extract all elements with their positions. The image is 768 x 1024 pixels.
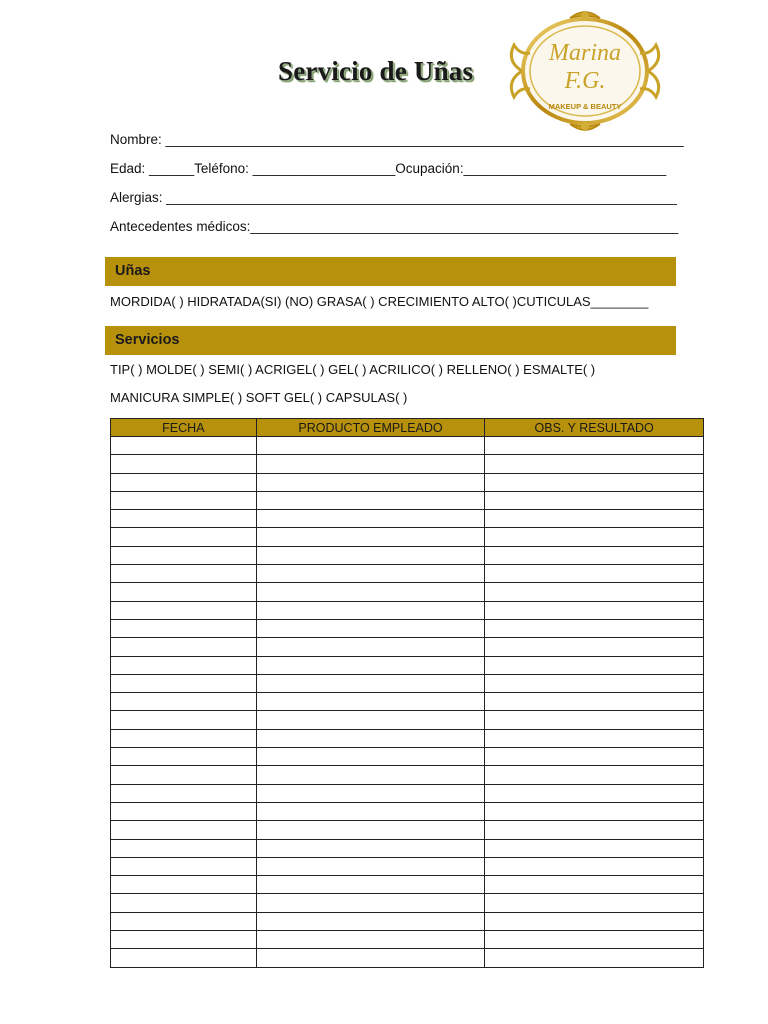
fecha-cell[interactable]: [111, 583, 257, 601]
brand-logo: [500, 8, 670, 134]
fecha-cell[interactable]: [111, 949, 257, 967]
fecha-cell[interactable]: [111, 601, 257, 619]
producto-cell[interactable]: [256, 674, 485, 692]
servicios-heading: Servicios: [115, 332, 180, 348]
logo-name-line2: F.G.: [564, 68, 606, 94]
table-row: [111, 729, 704, 747]
table-row: [111, 711, 704, 729]
fecha-cell[interactable]: [111, 437, 257, 455]
fecha-cell[interactable]: [111, 528, 257, 546]
header-producto: PRODUCTO EMPLEADO: [256, 419, 485, 437]
producto-cell[interactable]: [256, 528, 485, 546]
table-row: [111, 473, 704, 491]
producto-cell[interactable]: [256, 857, 485, 875]
table-row: [111, 766, 704, 784]
fecha-cell[interactable]: [111, 729, 257, 747]
table-row: [111, 802, 704, 820]
producto-cell[interactable]: [256, 729, 485, 747]
nombre-field[interactable]: Nombre: _____________________________________________________________________: [110, 132, 684, 147]
producto-cell[interactable]: [256, 894, 485, 912]
fecha-cell[interactable]: [111, 491, 257, 509]
table-row: [111, 619, 704, 637]
table-row: [111, 674, 704, 692]
unas-heading: Uñas: [115, 263, 151, 279]
obs-cell[interactable]: [485, 638, 704, 656]
fecha-cell[interactable]: [111, 711, 257, 729]
obs-cell[interactable]: [485, 876, 704, 894]
obs-cell[interactable]: [485, 473, 704, 491]
table-row: [111, 876, 704, 894]
obs-cell[interactable]: [485, 601, 704, 619]
obs-cell[interactable]: [485, 766, 704, 784]
obs-cell[interactable]: [485, 693, 704, 711]
table-row: [111, 784, 704, 802]
fecha-cell[interactable]: [111, 674, 257, 692]
fecha-cell[interactable]: [111, 821, 257, 839]
producto-cell[interactable]: [256, 784, 485, 802]
table-row: [111, 931, 704, 949]
producto-cell[interactable]: [256, 821, 485, 839]
table-row: [111, 510, 704, 528]
table-row: [111, 894, 704, 912]
obs-cell[interactable]: [485, 455, 704, 473]
unas-options[interactable]: MORDIDA( ) HIDRATADA(SI) (NO) GRASA( ) CRECIMIENTO ALTO( )CUTICULAS________: [110, 294, 649, 309]
obs-cell[interactable]: [485, 729, 704, 747]
table-row: [111, 949, 704, 967]
producto-cell[interactable]: [256, 565, 485, 583]
table-row: [111, 693, 704, 711]
obs-cell[interactable]: [485, 784, 704, 802]
fecha-cell[interactable]: [111, 546, 257, 564]
logo-tagline: MAKEUP & BEAUTY: [548, 102, 622, 111]
obs-cell[interactable]: [485, 949, 704, 967]
fecha-cell[interactable]: [111, 931, 257, 949]
producto-cell[interactable]: [256, 912, 485, 930]
table-row: [111, 656, 704, 674]
fecha-cell[interactable]: [111, 876, 257, 894]
obs-cell[interactable]: [485, 802, 704, 820]
producto-cell[interactable]: [256, 619, 485, 637]
fecha-cell[interactable]: [111, 784, 257, 802]
fecha-cell[interactable]: [111, 455, 257, 473]
producto-cell[interactable]: [256, 583, 485, 601]
producto-cell[interactable]: [256, 656, 485, 674]
producto-cell[interactable]: [256, 931, 485, 949]
obs-cell[interactable]: [485, 857, 704, 875]
fecha-cell[interactable]: [111, 693, 257, 711]
producto-cell[interactable]: [256, 601, 485, 619]
producto-cell[interactable]: [256, 437, 485, 455]
producto-cell[interactable]: [256, 748, 485, 766]
obs-cell[interactable]: [485, 931, 704, 949]
table-row: [111, 601, 704, 619]
producto-cell[interactable]: [256, 802, 485, 820]
table-row: [111, 638, 704, 656]
obs-cell[interactable]: [485, 565, 704, 583]
table-row: [111, 583, 704, 601]
fecha-cell[interactable]: [111, 839, 257, 857]
fecha-cell[interactable]: [111, 802, 257, 820]
servicios-options-line1[interactable]: TIP( ) MOLDE( ) SEMI( ) ACRIGEL( ) GEL( ) ACRILICO( ) RELLENO( ) ESMALTE( ): [110, 362, 596, 377]
producto-cell[interactable]: [256, 839, 485, 857]
edad-telefono-ocupacion-field[interactable]: Edad: ______Teléfono: ___________________Ocupación:___________________________: [110, 161, 667, 176]
producto-cell[interactable]: [256, 546, 485, 564]
producto-cell[interactable]: [256, 473, 485, 491]
fecha-cell[interactable]: [111, 510, 257, 528]
obs-cell[interactable]: [485, 510, 704, 528]
fecha-cell[interactable]: [111, 857, 257, 875]
table-row: [111, 912, 704, 930]
obs-cell[interactable]: [485, 583, 704, 601]
fecha-cell[interactable]: [111, 912, 257, 930]
fecha-cell[interactable]: [111, 656, 257, 674]
obs-cell[interactable]: [485, 839, 704, 857]
unas-band: [105, 257, 676, 286]
obs-cell[interactable]: [485, 821, 704, 839]
header-obs: OBS. Y RESULTADO: [485, 419, 704, 437]
producto-cell[interactable]: [256, 711, 485, 729]
obs-cell[interactable]: [485, 894, 704, 912]
table-header-row: [111, 419, 704, 437]
obs-cell[interactable]: [485, 711, 704, 729]
obs-cell[interactable]: [485, 656, 704, 674]
producto-cell[interactable]: [256, 455, 485, 473]
fecha-cell[interactable]: [111, 748, 257, 766]
table-row: [111, 748, 704, 766]
fecha-cell[interactable]: [111, 473, 257, 491]
producto-cell[interactable]: [256, 510, 485, 528]
table-row: [111, 857, 704, 875]
table-row: [111, 528, 704, 546]
obs-cell[interactable]: [485, 674, 704, 692]
fecha-cell[interactable]: [111, 619, 257, 637]
table-row: [111, 437, 704, 455]
producto-cell[interactable]: [256, 876, 485, 894]
obs-cell[interactable]: [485, 912, 704, 930]
table-row: [111, 491, 704, 509]
obs-cell[interactable]: [485, 748, 704, 766]
producto-cell[interactable]: [256, 693, 485, 711]
table-row: [111, 546, 704, 564]
fecha-cell[interactable]: [111, 894, 257, 912]
obs-cell[interactable]: [485, 528, 704, 546]
logo-name-line1: Marina: [549, 40, 621, 66]
obs-cell[interactable]: [485, 546, 704, 564]
table-row: [111, 455, 704, 473]
servicios-band: [105, 326, 676, 355]
producto-cell[interactable]: [256, 949, 485, 967]
antecedentes-field[interactable]: Antecedentes médicos:_________________________________________________________: [110, 219, 679, 234]
alergias-field[interactable]: Alergias: ____________________________________________________________________: [110, 190, 677, 205]
obs-cell[interactable]: [485, 437, 704, 455]
producto-cell[interactable]: [256, 491, 485, 509]
fecha-cell[interactable]: [111, 638, 257, 656]
fecha-cell[interactable]: [111, 766, 257, 784]
table-row: [111, 821, 704, 839]
servicios-options-line2[interactable]: MANICURA SIMPLE( ) SOFT GEL( ) CAPSULAS( ): [110, 390, 408, 405]
table-row: [111, 839, 704, 857]
producto-cell[interactable]: [256, 766, 485, 784]
page-title: Servicio de Uñas: [278, 56, 474, 86]
table-row: [111, 565, 704, 583]
fecha-cell[interactable]: [111, 565, 257, 583]
producto-cell[interactable]: [256, 638, 485, 656]
service-log-table: [110, 418, 704, 968]
obs-cell[interactable]: [485, 619, 704, 637]
header-fecha: FECHA: [111, 419, 257, 437]
obs-cell[interactable]: [485, 491, 704, 509]
